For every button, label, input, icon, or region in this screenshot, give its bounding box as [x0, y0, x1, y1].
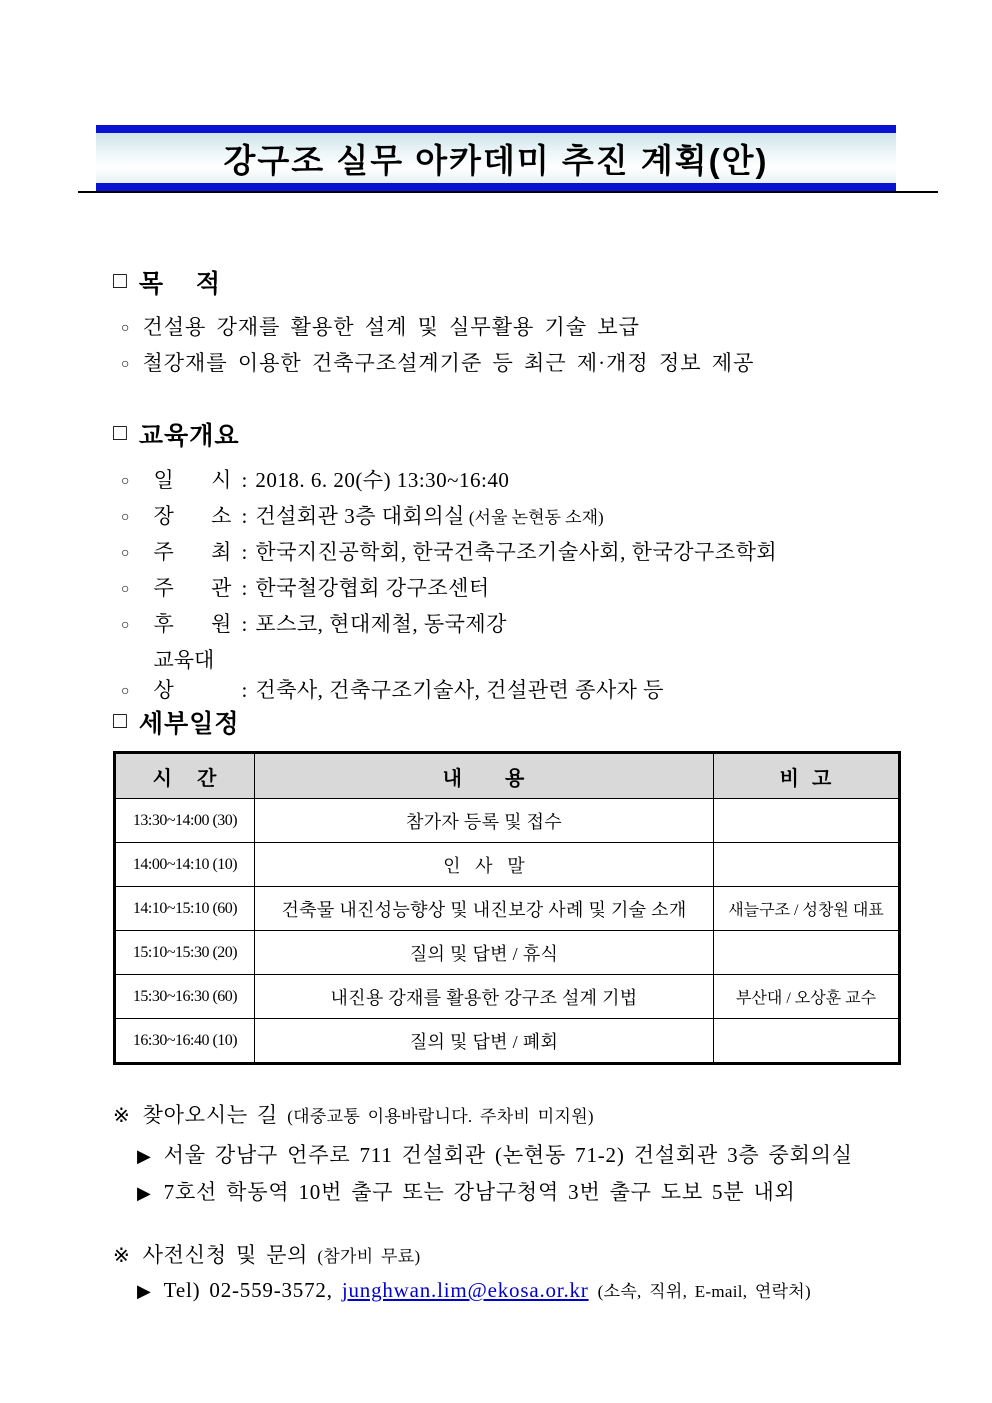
schedule-row [115, 931, 900, 975]
circle-bullet-icon: ○ [121, 684, 130, 699]
cell-content: 인 사 말 [255, 843, 714, 887]
contact-tel: Tel) 02-559-3572, [163, 1278, 333, 1302]
overview-value: 한국철강협회 강구조센터 [255, 576, 490, 600]
schedule-row [115, 799, 900, 843]
overview-colon: : [241, 540, 248, 564]
circle-bullet-icon: ○ [121, 582, 130, 597]
cell-time: 14:10~15:10 (60) [115, 887, 255, 931]
header-content: 내 용 [255, 753, 714, 799]
arrow-bullet-icon: ▶ [137, 1183, 152, 1203]
circle-bullet-icon: ○ [121, 618, 130, 633]
overview-item-datetime [121, 464, 513, 494]
overview-label: 일 시 [153, 468, 232, 492]
directions-title-note: (대중교통 이용바랍니다. 주차비 미지원) [287, 1107, 594, 1126]
schedule-row [115, 975, 900, 1019]
purpose-item [121, 347, 754, 377]
cell-note [714, 843, 900, 887]
cell-note [714, 799, 900, 843]
overview-label: 후 원 [153, 612, 232, 636]
contact-title-note: (참가비 무료) [317, 1247, 421, 1266]
cell-time: 15:30~16:30 (60) [115, 975, 255, 1019]
directions-address: 서울 강남구 언주로 711 건설회관 (논현동 71-2) 건설회관 3층 중회의실 [163, 1143, 853, 1167]
circle-bullet-icon: ○ [121, 474, 130, 489]
title-banner [96, 125, 896, 191]
cell-content: 참가자 등록 및 접수 [255, 799, 714, 843]
schedule-header-row [115, 753, 900, 799]
cell-note: 새늘구조 / 성창원 대표 [714, 887, 900, 931]
overview-item-audience [121, 644, 668, 704]
circle-bullet-icon: ○ [121, 546, 130, 561]
contact-email-link[interactable]: junghwan.lim@ekosa.or.kr [341, 1278, 589, 1302]
directions-line-subway [137, 1176, 796, 1206]
section-heading-overview [113, 416, 240, 452]
overview-value: 포스코, 현대제철, 동국제강 [255, 612, 507, 636]
directions-heading [113, 1099, 594, 1129]
overview-value: 2018. 6. 20(수) 13:30~16:40 [255, 468, 510, 492]
arrow-bullet-icon: ▶ [137, 1281, 152, 1301]
cell-time: 14:00~14:10 (10) [115, 843, 255, 887]
overview-item-organizer [121, 572, 494, 602]
banner-bottom-bar [96, 183, 896, 191]
overview-note: (서울 논현동 소재) [468, 508, 604, 527]
directions-title: 찾아오시는 길 [142, 1103, 279, 1127]
overview-value: 건축사, 건축구조기술사, 건설관련 종사자 등 [255, 678, 664, 702]
section-title-purpose: 목 적 [138, 270, 221, 298]
overview-colon: : [241, 576, 248, 600]
banner-body [96, 133, 896, 183]
overview-item-host [121, 536, 781, 566]
directions-subway: 7호선 학동역 10번 출구 또는 강남구청역 3번 출구 도보 5분 내외 [163, 1180, 796, 1204]
overview-colon: : [241, 504, 248, 528]
circle-bullet-icon: ○ [121, 357, 131, 372]
square-bullet-icon: □ [113, 706, 127, 733]
schedule-row [115, 843, 900, 887]
section-title-schedule: 세부일정 [138, 710, 240, 738]
cell-content: 내진용 강재를 활용한 강구조 설계 기법 [255, 975, 714, 1019]
square-bullet-icon: □ [113, 266, 127, 293]
overview-label: 교육대상 [153, 648, 215, 702]
purpose-item-text: 건설용 강재를 활용한 설계 및 실무활용 기술 보급 [142, 315, 640, 339]
purpose-item-text: 철강재를 이용한 건축구조설계기준 등 최근 제·개정 정보 제공 [142, 351, 755, 375]
cell-note [714, 931, 900, 975]
schedule-row [115, 1019, 900, 1064]
overview-value: 한국지진공학회, 한국건축구조기술사회, 한국강구조학회 [255, 540, 778, 564]
schedule-row [115, 887, 900, 931]
overview-colon: : [241, 678, 248, 702]
section-title-overview: 교육개요 [138, 422, 240, 450]
cell-content: 질의 및 답변 / 휴식 [255, 931, 714, 975]
overview-colon: : [241, 468, 248, 492]
overview-value: 건설회관 3층 대회의실 [255, 504, 465, 528]
cell-note: 부산대 / 오상훈 교수 [714, 975, 900, 1019]
cell-time: 15:10~15:30 (20) [115, 931, 255, 975]
overview-colon: : [241, 612, 248, 636]
header-time: 시 간 [115, 753, 255, 799]
overview-label: 주 관 [153, 576, 232, 600]
circle-bullet-icon: ○ [121, 321, 131, 336]
contact-title: 사전신청 및 문의 [142, 1243, 309, 1267]
reference-mark-icon: ※ [113, 1105, 131, 1127]
schedule-table [113, 751, 901, 1065]
contact-line-tel [137, 1277, 811, 1303]
banner-top-bar [96, 125, 896, 133]
overview-item-venue [121, 500, 604, 530]
square-bullet-icon: □ [113, 418, 127, 445]
header-note: 비 고 [714, 753, 900, 799]
arrow-bullet-icon: ▶ [137, 1146, 152, 1166]
cell-note [714, 1019, 900, 1064]
cell-content: 질의 및 답변 / 폐회 [255, 1019, 714, 1064]
cell-time: 13:30~14:00 (30) [115, 799, 255, 843]
section-heading-purpose [113, 264, 221, 300]
banner-underline [78, 191, 938, 193]
page-title: 강구조 실무 아카데미 추진 계획(안) [223, 141, 769, 179]
directions-line-address [137, 1139, 853, 1169]
circle-bullet-icon: ○ [121, 510, 130, 525]
cell-time: 16:30~16:40 (10) [115, 1019, 255, 1064]
contact-suffix: (소속, 직위, E-mail, 연락처) [597, 1282, 811, 1301]
overview-label: 장 소 [153, 504, 232, 528]
overview-label: 주 최 [153, 540, 232, 564]
section-heading-schedule [113, 704, 240, 740]
reference-mark-icon: ※ [113, 1245, 131, 1267]
cell-content: 건축물 내진성능향상 및 내진보강 사례 및 기술 소개 [255, 887, 714, 931]
purpose-item [121, 311, 640, 341]
contact-heading [113, 1239, 420, 1269]
overview-item-sponsor [121, 608, 511, 638]
